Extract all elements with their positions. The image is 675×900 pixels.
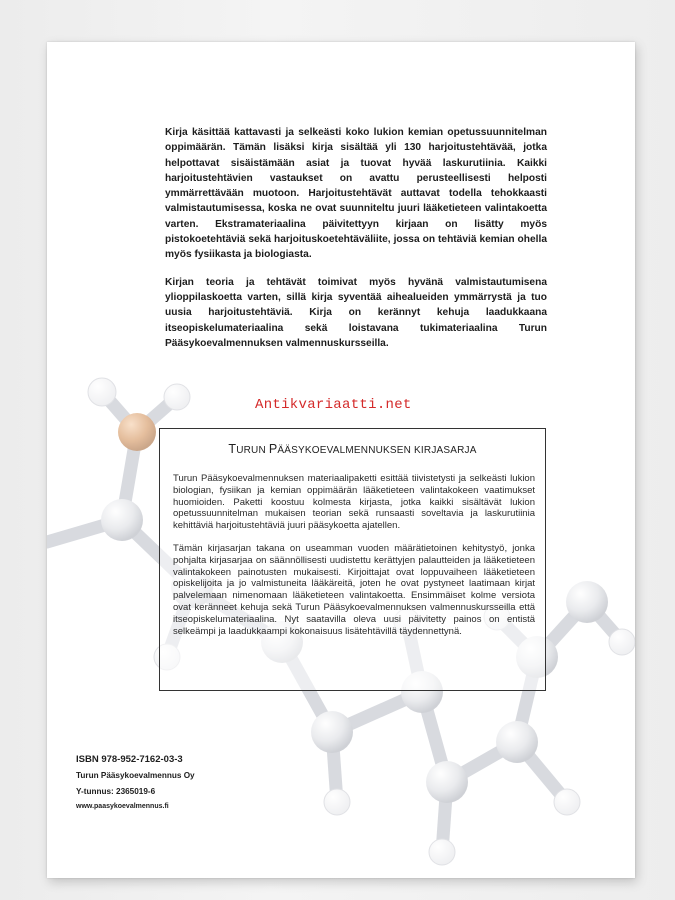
book-description: [165, 125, 547, 363]
description-paragraph-1: Kirja käsittää kattavasti ja selkeästi koko lukion kemian opetussuunnitelman oppimäärän. Tämän lisäksi kirja sisältää yli 130 harjoitustehtävää, jotka helpottavat sisäistämään asiat ja tuovat hyvää laskurutiinia. Kaikki harjoitustehtävien vastaukset on avattu perusteellisesti helposti ymmärrettävään muotoon. Harjoitustehtävät auttavat todella tehokkaasti valmistautumisessa, koska ne ovat suunniteltu juuri lääketieteen valintakoetta varten. Ekstramateriaalina päivitettyyn kirjaan on lisätty myös pistokoetehtäviä sekä harjoituskoetehtäväliite, jossa on tehtäviä kemian ohella myös fysiikasta ja biologiasta.: [165, 127, 547, 261]
publisher-name: Turun Pääsykoevalmennus Oy: [76, 771, 195, 780]
series-paragraph-2: Tämän kirjasarjan takana on useamman vuoden määrätietoinen kehitystyö, jonka pohjalta kirjasarjaa on säännöllisesti uudistettu kerättyjen palautteiden ja lääketieteen valintakokeen painotusten mukaisesti. Kirjoittajat ovat loppuvaiheen lääketieteen opiskelijoita ja jo valmistuneita lääkäreitä, joten he ovat pystyneet laatimaan kirjat palvelemaan nimenomaan lääketieteen valintakoetta. Ensimmäiset kolme versiota ovat keränneet kehuja sekä Turun Pääsykoevalmennuksen valmennuskursseilla että itseopiskelumateriaalina. Nyt saatavilla oleva uusi päivitetty painos on entistä selkeämpi ja laadukkaampi kokonaisuus lisätehtävillä täydennettynä.: [173, 542, 535, 637]
publisher-website: www.paasykoevalmennus.fi: [76, 803, 169, 810]
series-title: [160, 442, 545, 456]
publisher-imprint: [76, 754, 195, 810]
series-description: [173, 473, 535, 648]
series-title-initial-2: P: [268, 442, 278, 456]
book-back-cover: [47, 42, 635, 878]
business-id: Y-tunnus: 2365019-6: [76, 787, 156, 796]
description-paragraph-2: Kirjan teoria ja tehtävät toimivat myös hyvänä valmistautumisena ylioppilaskoetta varten, sillä kirja syventää aihealueiden ymmärrystä ja tuo uusia harjoitustehtäviä. Kirja on kerännyt kehuja laadukkaana itseopiskelumateriaalina sekä loistavana tukimateriaalina Turun Pääsykoevalmennuksen valmennuskursseilla.: [165, 276, 547, 349]
watermark-text: Antikvariaatti.net: [255, 397, 412, 413]
series-title-part-1: URUN: [236, 445, 269, 456]
book-series-box: [159, 428, 546, 691]
series-paragraph-1: Turun Pääsykoevalmennuksen materiaalipaketti esittää tiivistetysti ja selkeästi lukion biologian, fysiikan ja kemian oppimäärän lääketieteen valintakokeen vaatimukset huomioiden. Paketti koostuu kolmesta kirjasta, jotka kaikki sisältävät lukion opetussuunnitelman mukaisen teorian sekä runsaasti soveltavia ja laskurutiinia kehittäviä harjoitustehtäviä juuri pääsykoetta ajatellen.: [173, 473, 535, 532]
isbn-number: ISBN 978-952-7162-03-3: [76, 754, 183, 765]
series-title-part-2: ÄÄSYKOEVALMENNUKSEN KIRJASARJA: [277, 445, 477, 456]
series-title-initial-1: T: [228, 442, 237, 456]
